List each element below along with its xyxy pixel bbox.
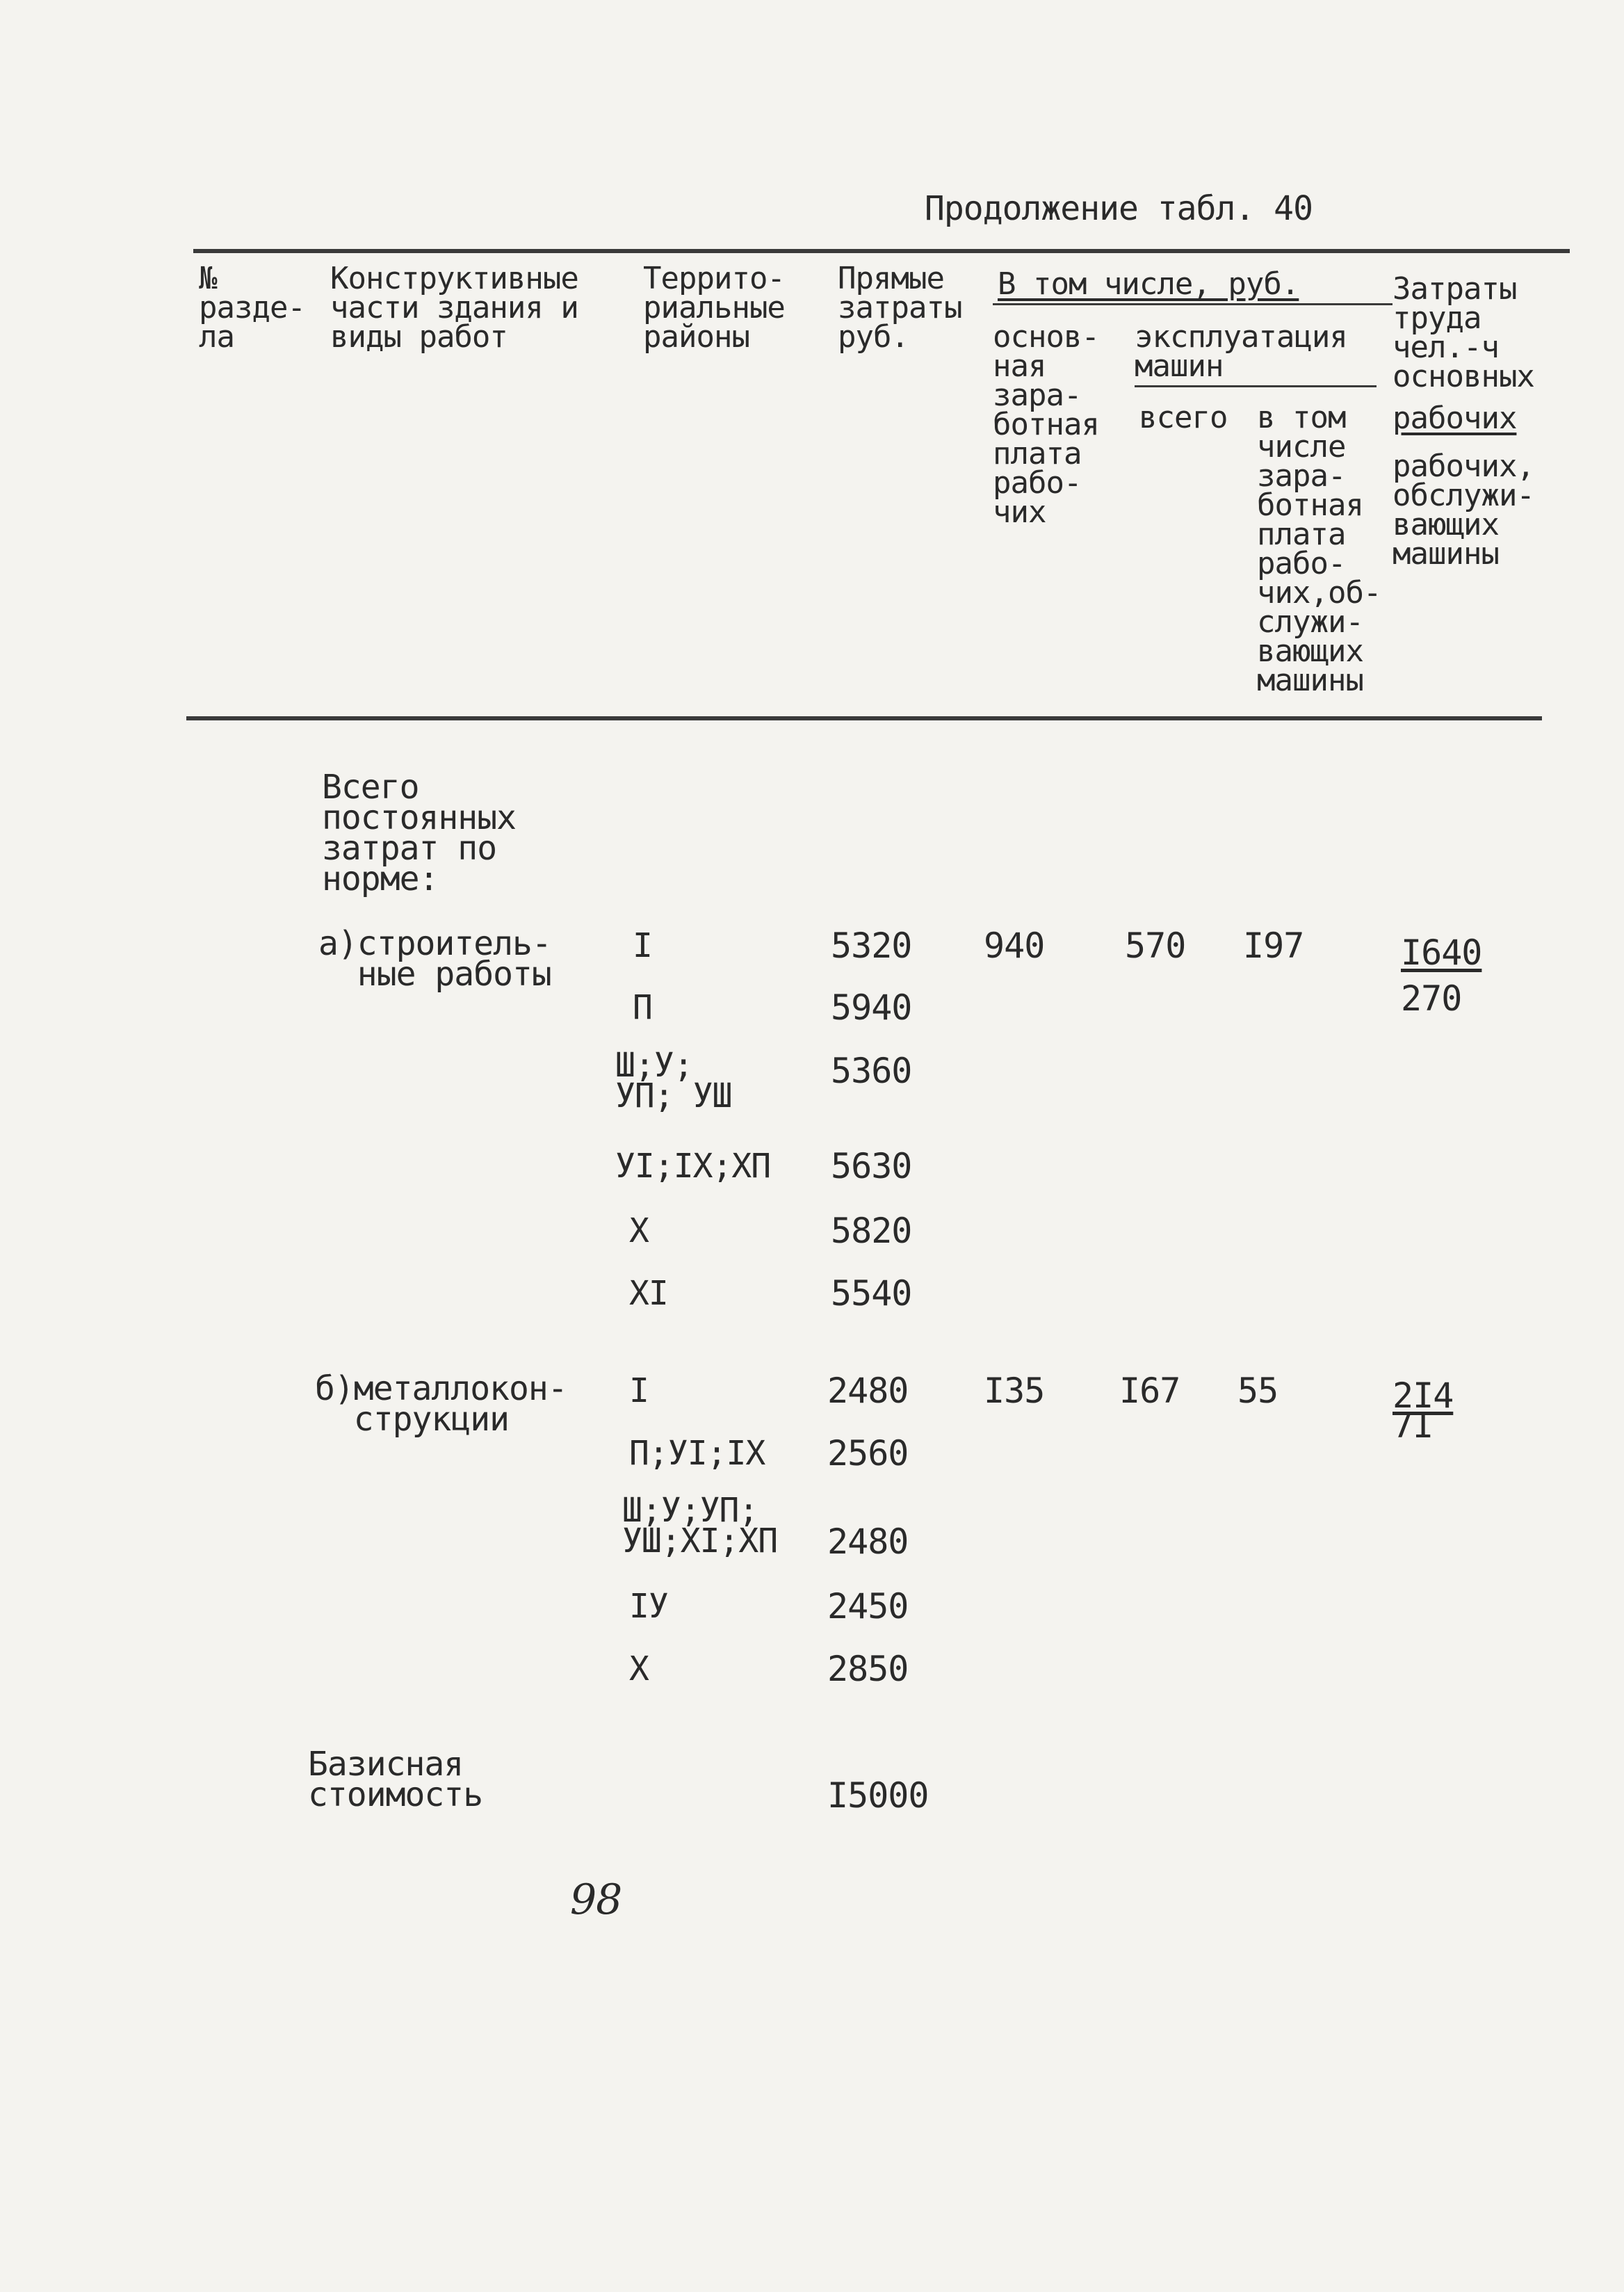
table-cell-region: I	[629, 1371, 649, 1410]
table-cell-region: XI	[629, 1274, 668, 1313]
table-cell-direct: 2850	[827, 1649, 909, 1689]
table-cell-region: X	[629, 1649, 649, 1688]
table-cell-region: П	[633, 988, 652, 1027]
header-machine-total: всего	[1139, 400, 1228, 435]
header-including: В том числе, руб.	[998, 266, 1299, 302]
table-cell-region: IУ	[629, 1587, 668, 1626]
construction-labor-machine: 270	[1401, 978, 1462, 1019]
header-direct-costs: Прямые затраты руб.	[838, 261, 962, 355]
metal-basic-wage: I35	[984, 1371, 1045, 1411]
construction-machine-total: 570	[1125, 926, 1186, 966]
header-basic-wage: основ- ная зара- ботная плата рабо- чих	[993, 319, 1099, 530]
table-cell-direct: 5360	[831, 1051, 912, 1091]
header-regions: Террито- риальные районы	[643, 261, 785, 355]
table-cell-region: Ш;У; УП; УШ	[615, 1046, 732, 1115]
metal-structures-label: б)металлокон- струкции	[315, 1369, 567, 1439]
metal-machine-wage: 55	[1237, 1371, 1278, 1411]
metal-machine-total: I67	[1119, 1371, 1180, 1411]
total-constant-costs-label: Всего постоянных затрат по норме:	[322, 768, 516, 898]
basis-cost-value: I5000	[827, 1775, 929, 1816]
table-cell-region: Ш;У;УП; УШ;XI;XП	[622, 1491, 778, 1560]
construction-basic-wage: 940	[984, 926, 1045, 966]
table-cell-direct: 5630	[831, 1146, 912, 1186]
construction-works-label: а)строитель- ные работы	[318, 924, 551, 994]
header-machine-operation: эксплуатация машин	[1135, 319, 1347, 384]
metal-labor-main: 2I4	[1392, 1375, 1454, 1416]
table-cell-direct: 5820	[831, 1211, 912, 1251]
top-rule	[193, 249, 1570, 253]
header-construction-parts: Конструктивные части здания и виды работ	[330, 261, 578, 355]
table-caption: Продолжение табл. 40	[925, 189, 1313, 228]
basis-cost-label: Базисная стоимость	[308, 1745, 483, 1814]
header-bottom-rule	[186, 716, 1542, 720]
table-cell-direct: 5540	[831, 1273, 912, 1314]
table-cell-direct: 2450	[827, 1586, 909, 1627]
table-cell-region: I	[633, 926, 652, 965]
header-labor-workers: рабочих	[1392, 401, 1517, 436]
table-cell-region: П;УI;IX	[629, 1434, 765, 1473]
table-cell-direct: 2560	[827, 1433, 909, 1474]
header-labor-costs: Затраты труда чел.-ч основных	[1392, 271, 1534, 394]
table-cell-direct: 2480	[827, 1371, 909, 1411]
table-cell-direct: 5320	[831, 926, 912, 966]
page-number: 98	[570, 1875, 622, 1924]
table-cell-region: X	[629, 1211, 649, 1250]
table-cell-direct: 2480	[827, 1522, 909, 1562]
construction-machine-wage: I97	[1243, 926, 1304, 966]
header-labor-machine-workers: рабочих, обслужи- вающих машины	[1392, 449, 1534, 572]
table-cell-region: УI;IX;XП	[615, 1147, 771, 1186]
header-machine-wage: в том числе зара- ботная плата рабо- чих,об- служи- вающих машины	[1257, 400, 1381, 698]
construction-labor-main: I640	[1401, 933, 1482, 973]
metal-labor-machine: 7I	[1392, 1405, 1434, 1446]
table-cell-direct: 5940	[831, 987, 912, 1028]
including-rule	[993, 303, 1392, 305]
machine-rule	[1135, 385, 1377, 387]
header-section-number: № разде- ла	[199, 261, 305, 355]
